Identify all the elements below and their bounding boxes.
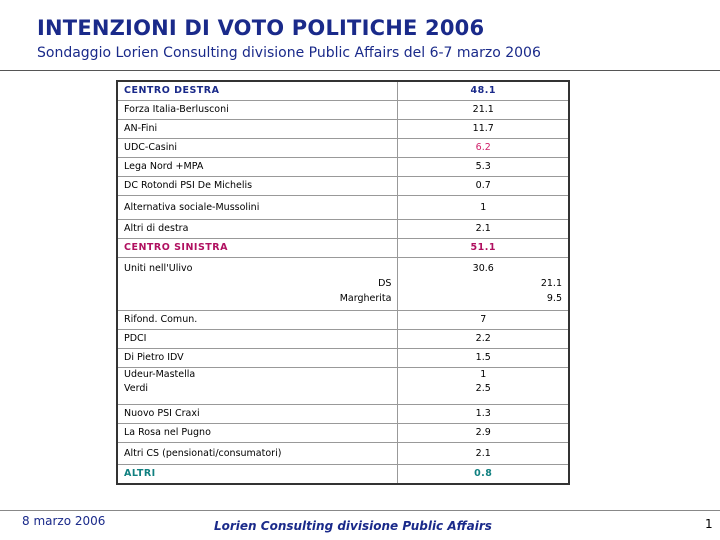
table-row bbox=[117, 349, 569, 368]
udeur-value: 1 bbox=[480, 369, 487, 380]
row-value: 21.1 bbox=[398, 101, 569, 120]
table-row bbox=[117, 465, 569, 485]
row-value: 51.1 bbox=[398, 239, 569, 258]
row-label: PDCI bbox=[117, 330, 398, 349]
row-label: La Rosa nel Pugno bbox=[117, 424, 398, 443]
row-value: 5.3 bbox=[398, 158, 569, 177]
table-row bbox=[117, 101, 569, 120]
row-value: 0.7 bbox=[398, 177, 569, 196]
row-label bbox=[117, 258, 398, 311]
row-label: DC Rotondi PSI De Michelis bbox=[117, 177, 398, 196]
row-label: ALTRI bbox=[117, 465, 398, 485]
table-row bbox=[117, 443, 569, 465]
margherita-label: Margherita bbox=[339, 293, 392, 304]
row-value: 2.1 bbox=[398, 443, 569, 465]
row-label: Alternativa sociale-Mussolini bbox=[117, 196, 398, 220]
row-value: 1.5 bbox=[398, 349, 569, 368]
row-value: 2.9 bbox=[398, 424, 569, 443]
row-value: 2.2 bbox=[398, 330, 569, 349]
table-row bbox=[117, 424, 569, 443]
row-value: 1 bbox=[398, 196, 569, 220]
row-label: Altri di destra bbox=[117, 220, 398, 239]
table-row bbox=[117, 220, 569, 239]
table-row-ulivo bbox=[117, 258, 569, 311]
row-label: CENTRO SINISTRA bbox=[117, 239, 398, 258]
row-value: 0.8 bbox=[398, 465, 569, 485]
margherita-value: 9.5 bbox=[546, 293, 562, 304]
row-value bbox=[398, 368, 569, 405]
header-divider bbox=[0, 70, 720, 71]
row-label: AN-Fini bbox=[117, 120, 398, 139]
page-title: INTENZIONI DI VOTO POLITICHE 2006 bbox=[37, 16, 485, 40]
ds-label: DS bbox=[378, 278, 392, 289]
row-value: 11.7 bbox=[398, 120, 569, 139]
table-row bbox=[117, 196, 569, 220]
page-subtitle: Sondaggio Lorien Consulting divisione Public Affairs del 6-7 marzo 2006 bbox=[37, 45, 541, 61]
ulivo-value: 30.6 bbox=[472, 263, 494, 274]
ds-value: 21.1 bbox=[540, 278, 562, 289]
table-row bbox=[117, 81, 569, 101]
table-row bbox=[117, 330, 569, 349]
row-label: Di Pietro IDV bbox=[117, 349, 398, 368]
row-value bbox=[398, 258, 569, 311]
udeur-label: Udeur-Mastella bbox=[124, 369, 196, 380]
page-number: 1 bbox=[705, 517, 713, 531]
table-row-udeur-verdi bbox=[117, 368, 569, 405]
row-label bbox=[117, 368, 398, 405]
footer-date: 8 marzo 2006 bbox=[22, 514, 106, 528]
row-value: 2.1 bbox=[398, 220, 569, 239]
table-row bbox=[117, 311, 569, 330]
row-value: 6.2 bbox=[398, 139, 569, 158]
row-value: 1.3 bbox=[398, 405, 569, 424]
table-row bbox=[117, 177, 569, 196]
table-row bbox=[117, 120, 569, 139]
footer-divider bbox=[0, 510, 720, 511]
row-label: Altri CS (pensionati/consumatori) bbox=[117, 443, 398, 465]
row-label: Forza Italia-Berlusconi bbox=[117, 101, 398, 120]
row-value: 48.1 bbox=[398, 81, 569, 101]
table-row bbox=[117, 239, 569, 258]
row-value: 7 bbox=[398, 311, 569, 330]
row-label: Nuovo PSI Craxi bbox=[117, 405, 398, 424]
verdi-label: Verdi bbox=[124, 383, 149, 394]
table-row bbox=[117, 139, 569, 158]
ulivo-label: Uniti nell'Ulivo bbox=[124, 263, 193, 274]
table-row bbox=[117, 158, 569, 177]
row-label: Lega Nord +MPA bbox=[117, 158, 398, 177]
footer-organization: Lorien Consulting divisione Public Affairs bbox=[214, 519, 492, 533]
row-label: CENTRO DESTRA bbox=[117, 81, 398, 101]
row-label: Rifond. Comun. bbox=[117, 311, 398, 330]
row-label: UDC-Casini bbox=[117, 139, 398, 158]
table-row bbox=[117, 405, 569, 424]
verdi-value: 2.5 bbox=[475, 383, 491, 394]
poll-table bbox=[116, 80, 570, 485]
